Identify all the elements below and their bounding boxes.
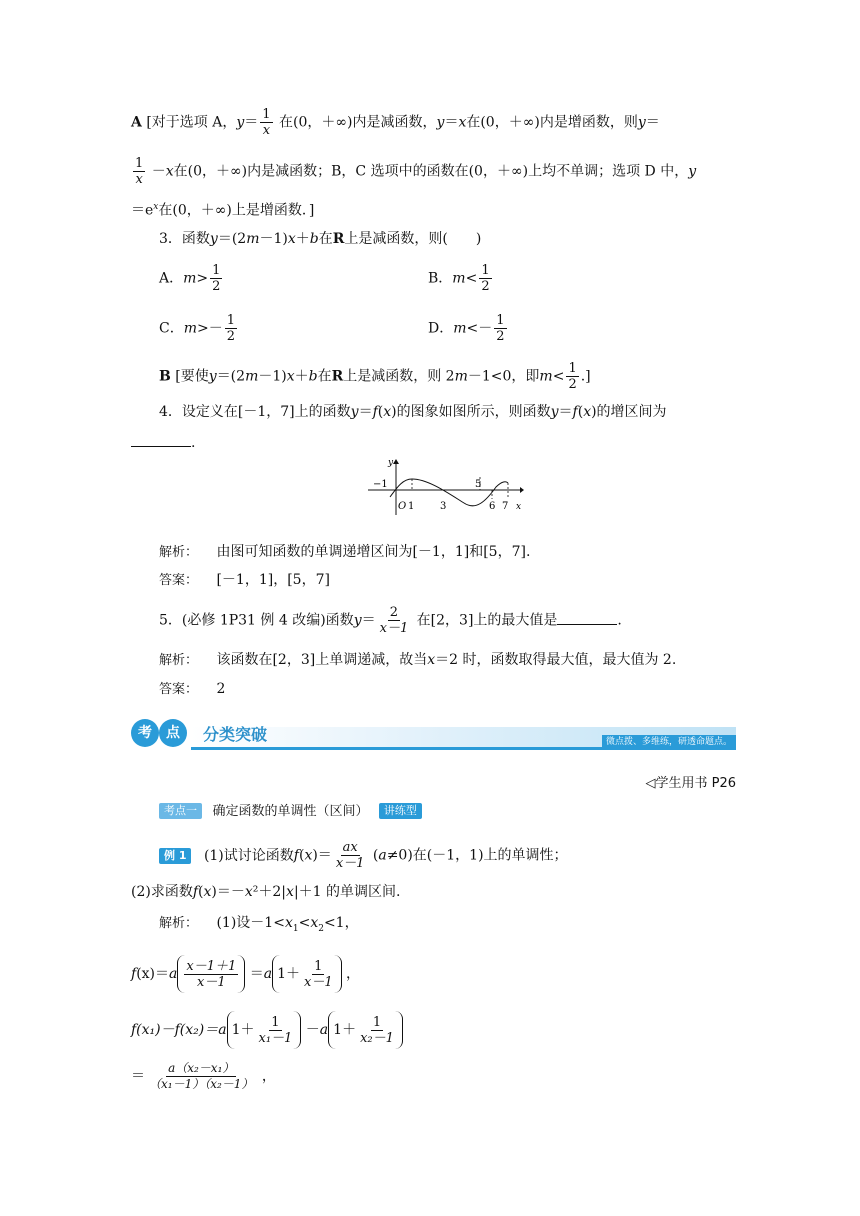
fraction	[566, 361, 578, 392]
text: 在	[318, 231, 333, 247]
denominator: x	[262, 123, 271, 138]
denominator: x	[135, 172, 143, 187]
text: )＝－	[211, 884, 245, 900]
var: m	[246, 231, 260, 247]
var: m	[452, 270, 466, 287]
topic-title: 确定函数的单调性（区间）	[212, 804, 369, 819]
var: a	[263, 966, 273, 982]
text: －	[305, 1022, 320, 1038]
var: x	[583, 404, 592, 420]
solution-line3	[131, 1011, 403, 1049]
var: y	[208, 368, 217, 385]
text: (	[298, 847, 305, 864]
numerator: 1	[226, 313, 236, 328]
paren-group	[328, 1011, 403, 1049]
text: 上是减函数，则( )	[344, 231, 482, 247]
tick-3: 3	[440, 501, 447, 512]
var: m	[245, 368, 259, 385]
fraction	[494, 313, 506, 344]
var: a	[169, 966, 178, 982]
text: )的图象如图所示，则函数	[391, 404, 551, 420]
var: f	[293, 847, 299, 864]
denominator: （x₁－1）（x₂－1）	[149, 1077, 254, 1091]
text: <－	[466, 320, 493, 337]
var: x	[310, 915, 319, 931]
var: m	[183, 320, 197, 337]
text: (1)设－1<	[216, 915, 285, 931]
fraction	[225, 313, 237, 344]
text: ＋	[294, 368, 309, 385]
text: <	[465, 270, 478, 287]
text: .	[191, 435, 196, 451]
fraction	[302, 959, 335, 990]
text: －1<0，即	[467, 368, 540, 385]
section-banner	[131, 717, 736, 753]
text: 在[2，3]上的最大值是	[416, 612, 558, 629]
numerator: ax	[342, 840, 358, 855]
analysis-text: 由图可知函数的单调递增区间为[－1，1]和[5，7].	[216, 544, 531, 560]
fraction	[257, 1015, 295, 1046]
var: x	[284, 915, 293, 931]
numerator: 1	[271, 1014, 280, 1030]
para-a-line3	[131, 197, 314, 221]
var: m	[453, 320, 467, 337]
text: ＝	[558, 404, 573, 420]
text: (	[198, 884, 204, 900]
text: ，	[261, 1068, 276, 1085]
text: ＝	[444, 114, 459, 131]
q4-analysis	[159, 542, 530, 563]
var: y	[209, 231, 218, 247]
subscript: 2	[318, 923, 324, 934]
y-axis-arrow	[393, 459, 399, 464]
numerator: 1	[314, 958, 323, 974]
tick-minus1: −1	[373, 479, 388, 490]
fraction	[334, 840, 367, 871]
text: (2)求函数	[131, 884, 193, 900]
var: a	[378, 847, 387, 864]
var: y	[637, 114, 646, 131]
fraction	[358, 1015, 396, 1046]
tick-7: 7	[502, 501, 509, 512]
text: 在(0，＋∞)内是减函数；B，C 选项中的函数在(0，＋∞)上均不单调；选项 D 中，	[173, 163, 689, 180]
text: 1＋	[231, 1022, 255, 1038]
fraction	[210, 263, 222, 294]
tick-origin: O	[398, 501, 407, 512]
denominator: 2	[496, 329, 505, 344]
solution-line2	[131, 955, 360, 993]
var: y	[688, 163, 697, 180]
x-axis-label: x	[516, 502, 522, 512]
x-axis-arrow	[520, 487, 524, 493]
numerator: 1	[212, 263, 221, 278]
numerator: 2	[389, 605, 399, 620]
var: x	[304, 847, 313, 864]
tick-5: 5	[475, 479, 482, 490]
text: R	[332, 231, 345, 247]
paren-group	[227, 1011, 302, 1049]
denominator: 2	[481, 279, 490, 294]
var: f	[572, 404, 578, 420]
denominator: 2	[212, 279, 221, 294]
var: x	[165, 163, 174, 180]
text: f(x₁)－f(x₂)＝	[131, 1022, 219, 1038]
text: R	[331, 368, 344, 385]
var: y	[353, 612, 362, 629]
option-label: A．	[159, 270, 184, 287]
answer-text: 2	[216, 681, 226, 697]
text: －	[151, 163, 166, 180]
analysis-label: 解析：	[159, 653, 199, 668]
numerator: 1	[262, 107, 271, 122]
text: ＝e	[131, 202, 154, 219]
subscript: 1	[292, 923, 299, 934]
text: (	[577, 404, 584, 420]
book-reference	[645, 773, 736, 794]
fraction	[133, 156, 145, 187]
text: ＝	[131, 1068, 145, 1085]
text: 5．(必修 1P31 例 4 改编)函数	[159, 612, 354, 629]
para-a-line1	[131, 107, 660, 138]
para-a-line2	[131, 156, 696, 187]
text: ＝	[358, 404, 373, 420]
var: m	[183, 270, 197, 287]
y-axis-label: y	[388, 458, 394, 468]
numerator: a（x₂－x₁）	[168, 1061, 235, 1075]
question-3-stem	[159, 229, 481, 249]
var: x	[203, 884, 212, 900]
text: ＝	[645, 114, 660, 131]
fraction	[378, 605, 411, 636]
example-chip: 例 1	[159, 848, 191, 864]
fraction	[260, 107, 272, 138]
topic-type-chip: 讲练型	[379, 803, 422, 819]
var: b	[309, 231, 319, 247]
var: y	[350, 404, 359, 420]
var: x	[287, 231, 296, 247]
banner-badge-2: 点	[159, 719, 187, 747]
denominator: x－1	[197, 974, 226, 990]
q4-answer	[159, 570, 330, 591]
numerator: x－1＋1	[186, 958, 237, 974]
var: y	[236, 114, 245, 131]
text: |＋1 的单调区间.	[293, 884, 401, 900]
example-1-part2	[131, 882, 400, 902]
section-title: 分类突破	[203, 725, 268, 744]
text: ＝	[249, 966, 264, 982]
answer-label: 答案：	[159, 573, 199, 588]
text: 该函数在[2，3]上单调递减，故当	[216, 652, 428, 668]
text: 在(0，＋∞)内是增函数，则	[466, 114, 638, 131]
text: .]	[580, 368, 591, 385]
analysis-label: 解析：	[159, 916, 199, 931]
var: x	[458, 114, 467, 131]
text: 3．函数	[159, 231, 210, 247]
text: 1＋	[333, 1022, 357, 1038]
numerator: 1	[568, 361, 577, 376]
numerator: 1	[481, 263, 490, 278]
denominator: x－1	[379, 621, 409, 636]
text: <1，	[323, 915, 359, 931]
answer-blank[interactable]	[557, 612, 617, 625]
text: [对于选项 A，	[146, 114, 237, 131]
text: ＝	[244, 114, 259, 131]
text: 1＋	[277, 966, 300, 982]
example-1-part1	[159, 840, 568, 871]
var: a	[319, 1022, 329, 1038]
var: f	[372, 404, 378, 420]
numerator: 1	[496, 313, 505, 328]
text: (	[372, 847, 379, 864]
denominator: x₁－1	[258, 1030, 293, 1046]
answer-label: 答案：	[159, 682, 199, 697]
option-b[interactable]	[428, 263, 494, 294]
text: )的增区间为	[591, 404, 667, 420]
var: x	[427, 652, 436, 668]
solution-line1	[159, 913, 359, 939]
option-label: B．	[428, 270, 453, 287]
question-4-stem	[159, 402, 667, 422]
tick-6: 6	[489, 501, 496, 512]
denominator: 2	[568, 377, 577, 392]
q5-answer	[159, 679, 225, 700]
answer-text: [－1，1]，[5，7]	[216, 572, 330, 588]
fraction	[479, 263, 491, 294]
option-d[interactable]	[428, 313, 509, 344]
paren-group	[272, 955, 342, 993]
function-graph	[368, 457, 524, 517]
text: －1)	[258, 368, 287, 385]
text: ＋	[295, 231, 310, 247]
q5-analysis	[159, 650, 676, 671]
fraction	[184, 959, 238, 990]
var: f	[192, 884, 199, 900]
var: b	[308, 368, 318, 385]
var: m	[454, 368, 468, 385]
solution-line4	[131, 1061, 276, 1092]
option-c[interactable]	[159, 313, 239, 344]
denominator: 2	[226, 329, 236, 344]
text: 4．设定义在[－1，7]上的函数	[159, 404, 351, 420]
answer-letter: B	[159, 368, 171, 385]
text: .	[617, 612, 622, 629]
denominator: x₂－1	[360, 1030, 394, 1046]
var: y	[550, 404, 559, 420]
numerator: 1	[372, 1014, 382, 1030]
question-3-answer	[159, 361, 591, 392]
text: [要使	[175, 368, 209, 385]
option-label: C．	[159, 320, 184, 337]
fraction	[147, 1061, 255, 1092]
text: 在(0，＋∞)内是减函数，	[279, 114, 437, 131]
text: 上是减函数，则 2	[343, 368, 455, 385]
superscript: x	[153, 202, 159, 212]
text: (x)＝	[136, 966, 170, 982]
paren-group	[177, 955, 245, 993]
answer-letter: A	[131, 114, 142, 131]
question-5-stem	[159, 605, 622, 636]
var: m	[539, 368, 553, 385]
var: y	[436, 114, 445, 131]
topic-1-heading	[159, 801, 422, 822]
text: －1)	[259, 231, 288, 247]
var: x	[383, 404, 392, 420]
text: (1)试讨论函数	[203, 847, 294, 864]
text: ＝2 时，函数取得最大值，最大值为 2.	[435, 652, 677, 668]
text: <	[552, 368, 565, 385]
answer-blank-line	[131, 433, 195, 453]
var: x	[244, 884, 253, 900]
topic-chip: 考点一	[159, 803, 202, 819]
option-a[interactable]	[159, 263, 224, 294]
text: ≠0)在(－1，1)上的单调性；	[386, 847, 568, 864]
option-label: D．	[428, 320, 454, 337]
reference-text: ◁学生用书 P26	[645, 776, 736, 791]
text: >	[196, 270, 209, 287]
text: ＝(2	[216, 368, 246, 385]
numerator: 1	[135, 156, 144, 171]
var: a	[218, 1022, 227, 1038]
denominator: x－1	[303, 974, 333, 990]
var: x	[286, 884, 294, 900]
text: ，	[346, 966, 361, 982]
text: (	[377, 404, 384, 420]
text: ²＋2|	[252, 884, 287, 900]
tick-1: 1	[408, 501, 415, 512]
text: >－	[197, 320, 223, 337]
denominator: x－1	[335, 856, 365, 871]
answer-blank[interactable]	[131, 434, 191, 447]
var: f	[131, 966, 137, 982]
text: 在(0，＋∞)上是增函数．]	[158, 202, 315, 219]
text: ＝(2	[217, 231, 247, 247]
text: )＝	[312, 847, 332, 864]
var: x	[286, 368, 295, 385]
analysis-label: 解析：	[159, 545, 199, 560]
text: 在	[317, 368, 332, 385]
banner-badge-1: 考	[131, 719, 159, 747]
text: ＝	[361, 612, 376, 629]
text: <	[298, 915, 311, 931]
banner-tag: 微点拨、多维练，研透命题点。	[602, 735, 736, 750]
